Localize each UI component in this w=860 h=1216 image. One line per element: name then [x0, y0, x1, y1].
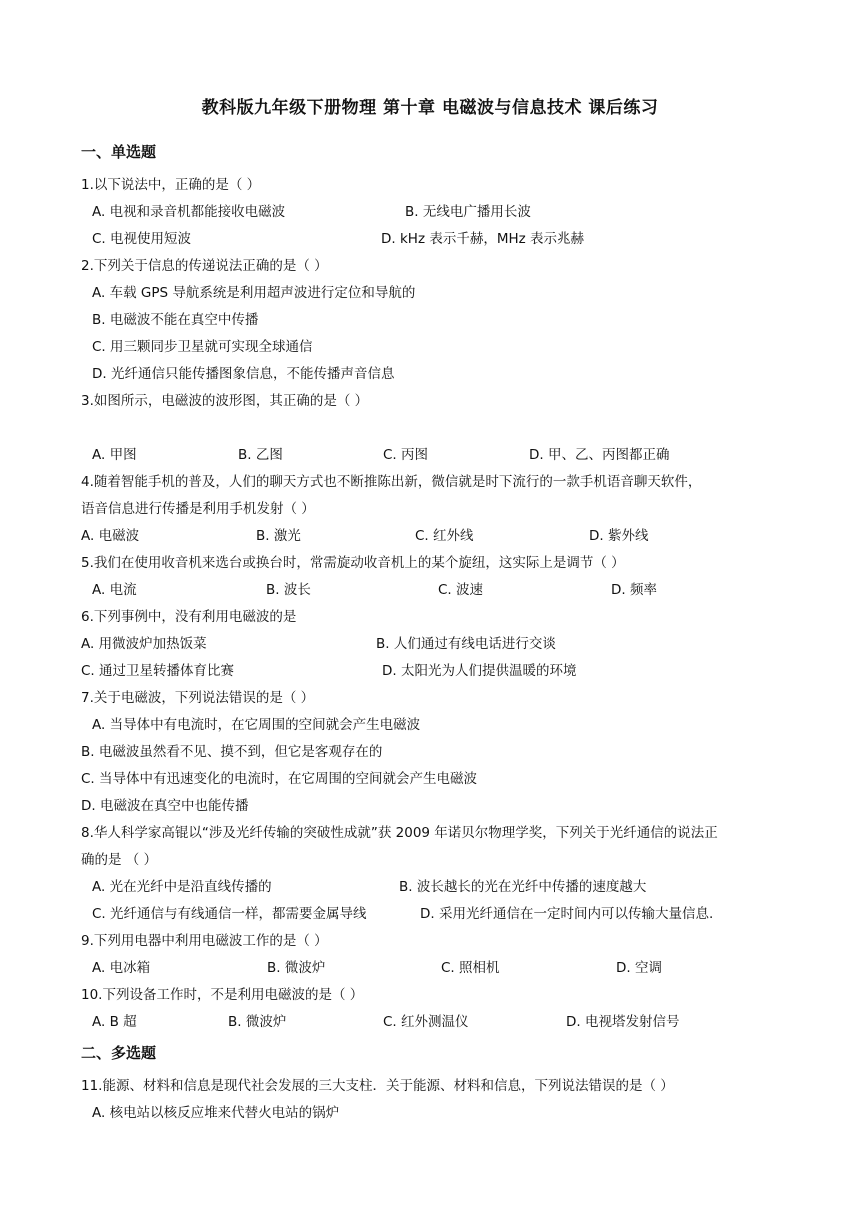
question-4-stem-line-2: 语音信息进行传播是利用手机发射（ ）	[81, 501, 315, 517]
question-5-option-b: B. 波长	[266, 582, 311, 598]
question-9-option-a: A. 电冰箱	[92, 960, 151, 976]
question-3-option-b: B. 乙图	[238, 447, 283, 463]
page-title: 教科版九年级下册物理 第十章 电磁波与信息技术 课后练习	[201, 98, 659, 118]
question-8-stem-line-1: 8.华人科学家高锟以“涉及光纤传输的突破性成就”获 2009 年诺贝尔物理学奖，下列关于光纤通信的说法正	[81, 825, 718, 841]
question-5-option-d: D. 频率	[611, 582, 657, 598]
question-11-option-a: A. 核电站以核反应堆来代替火电站的锅炉	[92, 1105, 340, 1121]
question-7-option-b: B. 电磁波虽然看不见、摸不到，但它是客观存在的	[81, 744, 383, 760]
question-5-option-c: C. 波速	[438, 582, 484, 598]
question-1-option-a: A. 电视和录音机都能接收电磁波	[92, 204, 286, 220]
question-4-option-c: C. 红外线	[415, 528, 474, 544]
question-8-option-b: B. 波长越长的光在光纤中传播的速度越大	[399, 879, 647, 895]
question-7-option-d: D. 电磁波在真空中也能传播	[81, 798, 249, 814]
question-8-stem-line-2: 确的是 （ ）	[81, 852, 158, 868]
question-10-option-b: B. 微波炉	[228, 1014, 287, 1030]
section-heading-single-choice: 一、单选题	[81, 143, 157, 161]
question-1-option-c: C. 电视使用短波	[92, 231, 192, 247]
question-5-stem: 5.我们在使用收音机来选台或换台时，常需旋动收音机上的某个旋纽，这实际上是调节（ ）	[81, 555, 625, 571]
question-10-stem: 10.下列设备工作时，不是利用电磁波的是（ ）	[81, 987, 364, 1003]
question-1-option-b: B. 无线电广播用长波	[405, 204, 531, 220]
question-9-stem: 9.下列用电器中利用电磁波工作的是（ ）	[81, 933, 328, 949]
question-6-option-c: C. 通过卫星转播体育比赛	[81, 663, 235, 679]
question-4-option-d: D. 紫外线	[589, 528, 649, 544]
question-2-stem: 2.下列关于信息的传递说法正确的是（ ）	[81, 258, 328, 274]
question-10-option-d: D. 电视塔发射信号	[566, 1014, 680, 1030]
question-3-option-d: D. 甲、乙、丙图都正确	[529, 447, 670, 463]
question-3-option-c: C. 丙图	[383, 447, 429, 463]
question-11-stem: 11.能源、材料和信息是现代社会发展的三大支柱．关于能源、材料和信息，下列说法错误的是（ ）	[81, 1078, 674, 1094]
question-5-option-a: A. 电流	[92, 582, 137, 598]
question-6-option-d: D. 太阳光为人们提供温暖的环境	[382, 663, 577, 679]
question-6-option-b: B. 人们通过有线电话进行交谈	[376, 636, 556, 652]
question-2-option-b: B. 电磁波不能在真空中传播	[92, 312, 259, 328]
question-4-stem-line-1: 4.随着智能手机的普及，人们的聊天方式也不断推陈出新，微信就是时下流行的一款手机语音聊天软件，	[81, 474, 702, 490]
question-9-option-b: B. 微波炉	[267, 960, 326, 976]
question-3-option-a: A. 甲图	[92, 447, 137, 463]
question-2-option-c: C. 用三颗同步卫星就可实现全球通信	[92, 339, 313, 355]
question-10-option-c: C. 红外测温仪	[383, 1014, 469, 1030]
question-7-stem: 7.关于电磁波，下列说法错误的是（ ）	[81, 690, 315, 706]
question-9-option-d: D. 空调	[616, 960, 662, 976]
question-4-option-a: A. 电磁波	[81, 528, 140, 544]
question-10-option-a: A. B 超	[92, 1014, 137, 1030]
question-2-option-a: A. 车载 GPS 导航系统是利用超声波进行定位和导航的	[92, 285, 416, 301]
question-8-option-c: C. 光纤通信与有线通信一样，都需要金属导线	[92, 906, 367, 922]
question-3-stem: 3.如图所示，电磁波的波形图，其正确的是（ ）	[81, 393, 369, 409]
section-heading-multiple-choice: 二、多选题	[81, 1044, 157, 1062]
question-9-option-c: C. 照相机	[441, 960, 500, 976]
question-6-option-a: A. 用微波炉加热饭菜	[81, 636, 207, 652]
question-8-option-d: D. 采用光纤通信在一定时间内可以传输大量信息.	[420, 906, 714, 922]
question-7-option-a: A. 当导体中有电流时，在它周围的空间就会产生电磁波	[92, 717, 421, 733]
question-7-option-c: C. 当导体中有迅速变化的电流时，在它周围的空间就会产生电磁波	[81, 771, 478, 787]
question-8-option-a: A. 光在光纤中是沿直线传播的	[92, 879, 272, 895]
question-1-stem: 1.以下说法中，正确的是（ ）	[81, 177, 261, 193]
question-1-option-d: D. kHz 表示千赫，MHz 表示兆赫	[381, 231, 585, 247]
question-6-stem: 6.下列事例中，没有利用电磁波的是	[81, 609, 297, 625]
question-4-option-b: B. 激光	[256, 528, 301, 544]
question-2-option-d: D. 光纤通信只能传播图象信息，不能传播声音信息	[92, 366, 395, 382]
